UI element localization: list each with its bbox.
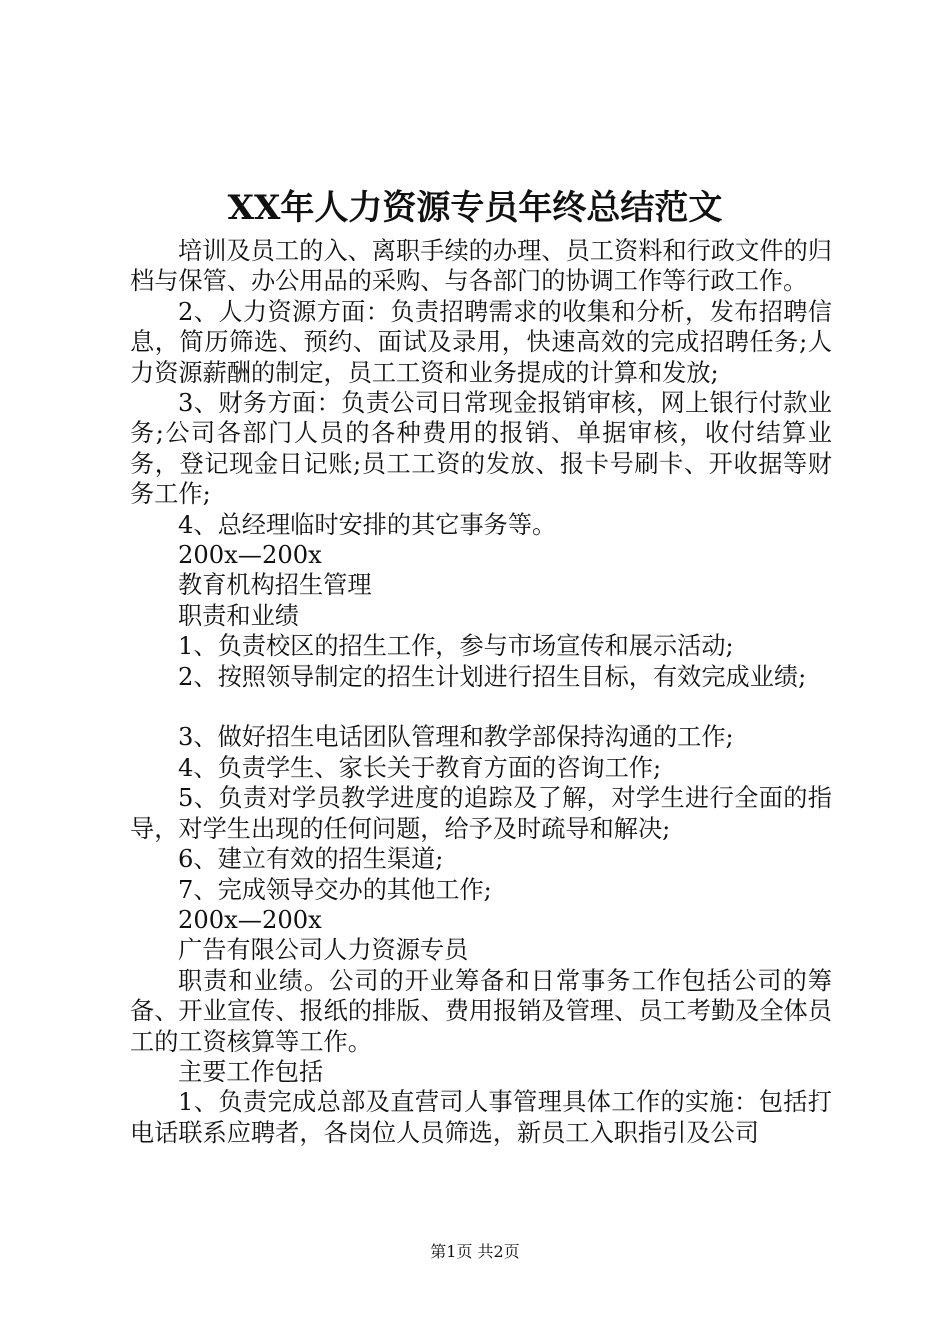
paragraph: 职责和业绩。公司的开业筹备和日常事务工作包括公司的筹备、开业宣传、报纸的排版、费用报销及管理、员工考勤及全体员工的工资核算等工作。: [130, 966, 832, 1056]
paragraph: 教育机构招生管理: [178, 571, 372, 600]
paragraph: 6、建立有效的招生渠道;: [178, 845, 444, 874]
blank-line: [130, 692, 832, 722]
paragraph: 200x—200x: [178, 541, 322, 570]
document-body: [130, 236, 832, 1148]
paragraph: 200x—200x: [178, 905, 322, 934]
paragraph: 2、人力资源方面：负责招聘需求的收集和分析，发布招聘信息，简历筛选、预约、面试及录用，快速高效的完成招聘任务;人力资源薪酬的制定，员工工资和业务提成的计算和发放;: [130, 297, 832, 387]
paragraph: 培训及员工的入、离职手续的办理、员工资料和行政文件的归档与保管、办公用品的采购、与各部门的协调工作等行政工作。: [130, 237, 832, 296]
page-number-footer: 第1页 共2页: [430, 1242, 520, 1261]
paragraph: 3、做好招生电话团队管理和教学部保持沟通的工作;: [178, 723, 734, 752]
paragraph: 4、负责学生、家长关于教育方面的咨询工作;: [178, 753, 662, 782]
paragraph: 7、完成领导交办的其他工作;: [178, 875, 492, 904]
paragraph: 职责和业绩: [178, 601, 299, 630]
paragraph: 1、负责校区的招生工作，参与市场宣传和展示活动;: [178, 632, 734, 661]
paragraph: 4、总经理临时安排的其它事务等。: [178, 510, 557, 539]
paragraph: 2、按照领导制定的招生计划进行招生目标，有效完成业绩;: [178, 662, 807, 691]
paragraph: 5、负责对学员教学进度的追踪及了解，对学生进行全面的指导，对学生出现的任何问题，给予及时疏导和解决;: [130, 784, 832, 843]
paragraph: 广告有限公司人力资源专员: [178, 936, 469, 965]
document-title: XX年人力资源专员年终总结范文: [227, 188, 723, 228]
paragraph: 主要工作包括: [178, 1057, 324, 1086]
paragraph: 3、财务方面：负责公司日常现金报销审核，网上银行付款业务;公司各部门人员的各种费用的报销、单据审核，收付结算业务，登记现金日记账;员工工资的发放、报卡号刷卡、开收据等财务工作;: [130, 389, 832, 509]
paragraph: 1、负责完成总部及直营司人事管理具体工作的实施：包括打电话联系应聘者，各岗位人员筛选，新员工入职指引及公司: [130, 1088, 832, 1147]
